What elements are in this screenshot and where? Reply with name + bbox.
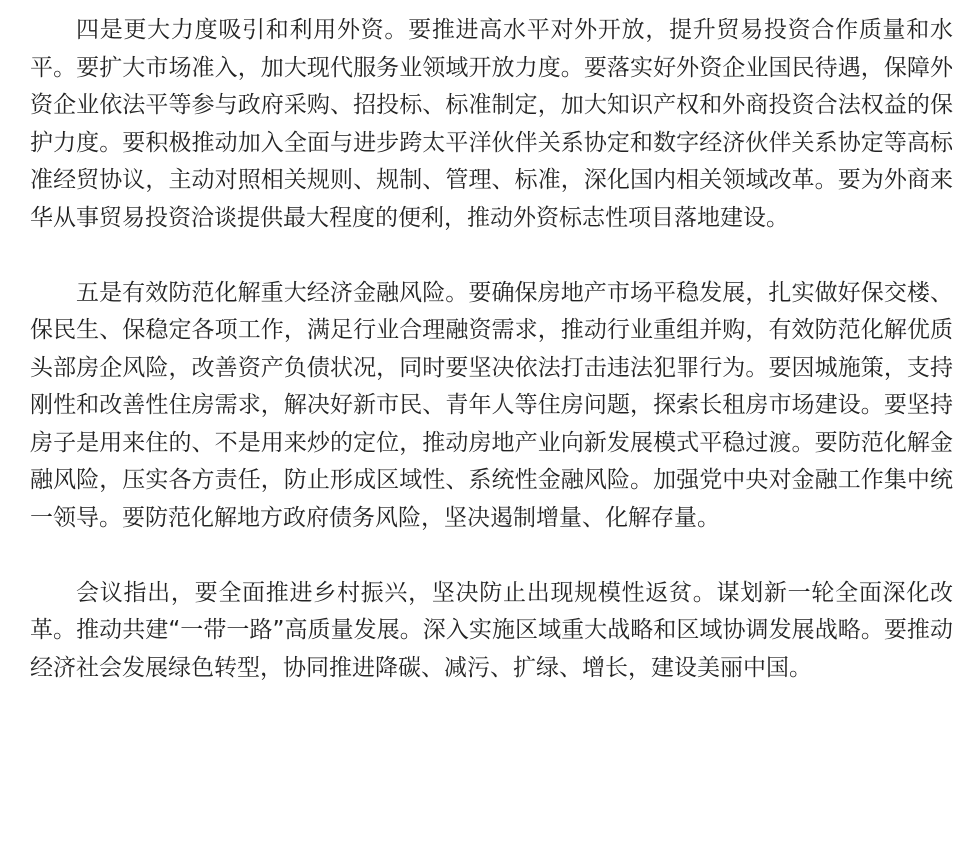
paragraph-foreign-investment: 四是更大力度吸引和利用外资。要推进高水平对外开放，提升贸易投资合作质量和水平。要扩大市场准入，加大现代服务业领域开放力度。要落实好外资企业国民待遇，保障外资企业依法平等参与政府采购、招投标、标准制定，加大知识产权和外商投资合法权益的保护力度。要积极推动加入全面与进步跨太平洋伙伴关系协定和数字经济伙伴关系协定等高标准经贸协议，主动对照相关规则、规制、管理、标准，深化国内相关领域改革。要为外商来华从事贸易投资洽谈提供最大程度的便利，推动外资标志性项目落地建设。 xyxy=(30,17,953,231)
paragraph-rural-revitalization: 会议指出，要全面推进乡村振兴，坚决防止出现规模性返贫。谋划新一轮全面深化改革。推动共建“一带一路”高质量发展。深入实施区域重大战略和区域协调发展战略。要推动经济社会发展绿色转型，协同推进降碳、减污、扩绿、增长，建设美丽中国。 xyxy=(30,579,953,681)
paragraph-financial-risk: 五是有效防范化解重大经济金融风险。要确保房地产市场平稳发展，扎实做好保交楼、保民生、保稳定各项工作，满足行业合理融资需求，推动行业重组并购，有效防范化解优质头部房企风险，改善资产负债状况，同时要坚决依法打击违法犯罪行为。要因城施策，支持刚性和改善性住房需求，解决好新市民、青年人等住房问题，探索长租房市场建设。要坚持房子是用来住的、不是用来炒的定位，推动房地产业向新发展模式平稳过渡。要防范化解金融风险，压实各方责任，防止形成区域性、系统性金融风险。加强党中央对金融工作集中统一领导。要防范化解地方政府债务风险，坚决遏制增量、化解存量。 xyxy=(30,279,953,531)
